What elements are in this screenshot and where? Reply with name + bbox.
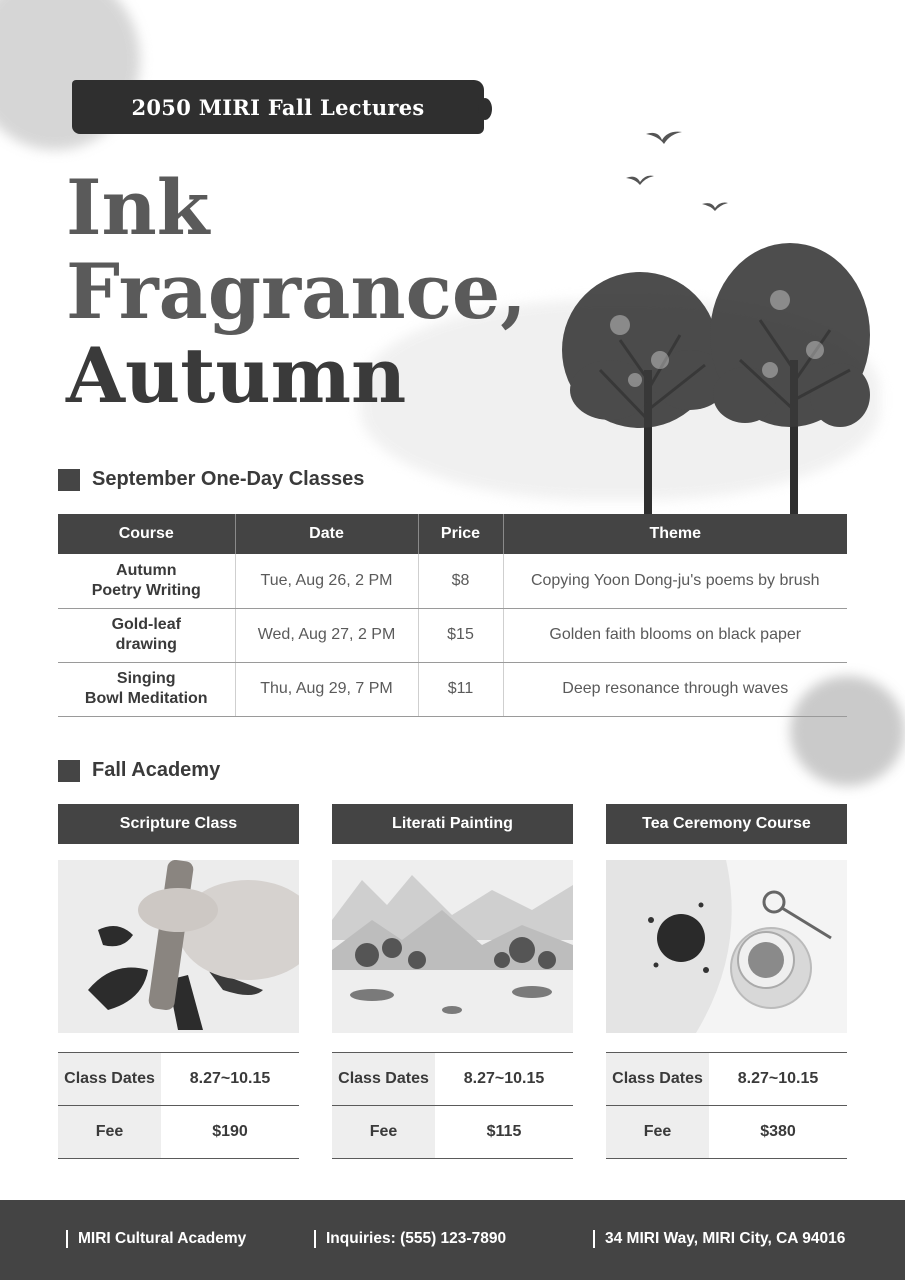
column-header: Price [418, 514, 503, 554]
class-dates-label: Class Dates [606, 1053, 709, 1105]
class-dates-row [606, 1053, 847, 1106]
footer-organization [66, 1230, 246, 1248]
price-cell: $11 [418, 662, 503, 716]
course-cell [58, 554, 235, 608]
square-bullet-icon [58, 760, 80, 782]
theme-cell: Copying Yoon Dong-ju's poems by brush [503, 554, 847, 608]
one-day-classes-table [58, 514, 847, 717]
course-name-line: Bowl Meditation [84, 690, 208, 707]
title-line-1: Ink [66, 163, 210, 252]
title-line-3: Autumn [66, 331, 407, 420]
course-name-line: Poetry Writing [91, 581, 201, 599]
bird-icon [646, 132, 682, 144]
theme-cell: Deep resonance through waves [503, 662, 847, 716]
divider-bar [593, 1230, 595, 1248]
course-name-line: Gold-leaf [111, 616, 181, 633]
card-title: Tea Ceremony Course [606, 804, 847, 844]
class-dates-label: Class Dates [58, 1053, 161, 1105]
card-info-table [606, 1052, 847, 1159]
september-section-heading [58, 468, 364, 491]
footer-address [593, 1230, 845, 1248]
table-header-row [58, 514, 847, 554]
divider-bar [66, 1230, 68, 1248]
course-card-tea [606, 804, 847, 1159]
bird-icon [626, 176, 654, 185]
birds-and-trees-illustration [540, 120, 880, 520]
course-name-line: Autumn [116, 561, 177, 579]
date-cell: Thu, Aug 29, 7 PM [235, 662, 418, 716]
academy-heading-text: Fall Academy [92, 759, 221, 781]
september-heading-text: September One-Day Classes [92, 468, 365, 490]
footer-inquiries [314, 1230, 506, 1248]
class-dates-value: 8.27~10.15 [463, 1070, 545, 1087]
fee-value: $380 [760, 1123, 796, 1140]
course-cell [58, 608, 235, 662]
card-info-table [58, 1052, 299, 1159]
column-header: Theme [503, 514, 847, 554]
card-title: Literati Painting [332, 804, 573, 844]
footer [0, 1200, 905, 1280]
ink-landscape-painting [332, 860, 573, 1033]
course-name-line: Singing [116, 670, 176, 687]
class-dates-row [332, 1053, 573, 1106]
page-title [66, 163, 586, 420]
fee-label: Fee [332, 1106, 435, 1158]
course-name-line: drawing [115, 636, 177, 653]
class-dates-value: 8.27~10.15 [737, 1070, 819, 1087]
divider-bar [314, 1230, 316, 1248]
tea-cup-photo [606, 860, 847, 1033]
academy-section-heading [58, 759, 220, 782]
fee-label: Fee [606, 1106, 709, 1158]
course-card-literati [332, 804, 573, 1159]
bird-icon [702, 203, 728, 211]
table-row [58, 554, 847, 608]
brush-calligraphy-photo [58, 860, 299, 1033]
table-row [58, 608, 847, 662]
class-dates-label: Class Dates [332, 1053, 435, 1105]
column-header: Date [235, 514, 418, 554]
fee-row [606, 1106, 847, 1159]
fee-label: Fee [58, 1106, 161, 1158]
square-bullet-icon [58, 469, 80, 491]
course-cell [58, 662, 235, 716]
course-card-scripture [58, 804, 299, 1159]
organization-name: MIRI Cultural Academy [78, 1230, 247, 1247]
fee-row [332, 1106, 573, 1159]
address-text: 34 MIRI Way, MIRI City, CA 94016 [605, 1230, 846, 1247]
banner-title: 2050 MIRI Fall Lectures [131, 94, 425, 120]
event-banner [72, 80, 484, 134]
fee-value: $115 [486, 1123, 522, 1140]
class-dates-row [58, 1053, 299, 1106]
title-line-2: Fragrance, [66, 247, 527, 336]
date-cell: Wed, Aug 27, 2 PM [235, 608, 418, 662]
theme-cell: Golden faith blooms on black paper [503, 608, 847, 662]
card-info-table [332, 1052, 573, 1159]
fee-value: $190 [212, 1123, 248, 1140]
price-cell: $8 [418, 554, 503, 608]
column-header: Course [58, 514, 235, 554]
card-title: Scripture Class [58, 804, 299, 844]
class-dates-value: 8.27~10.15 [189, 1070, 271, 1087]
table-row [58, 662, 847, 716]
inquiries-phone: Inquiries: (555) 123-7890 [326, 1230, 507, 1247]
date-cell: Tue, Aug 26, 2 PM [235, 554, 418, 608]
fee-row [58, 1106, 299, 1159]
price-cell: $15 [418, 608, 503, 662]
